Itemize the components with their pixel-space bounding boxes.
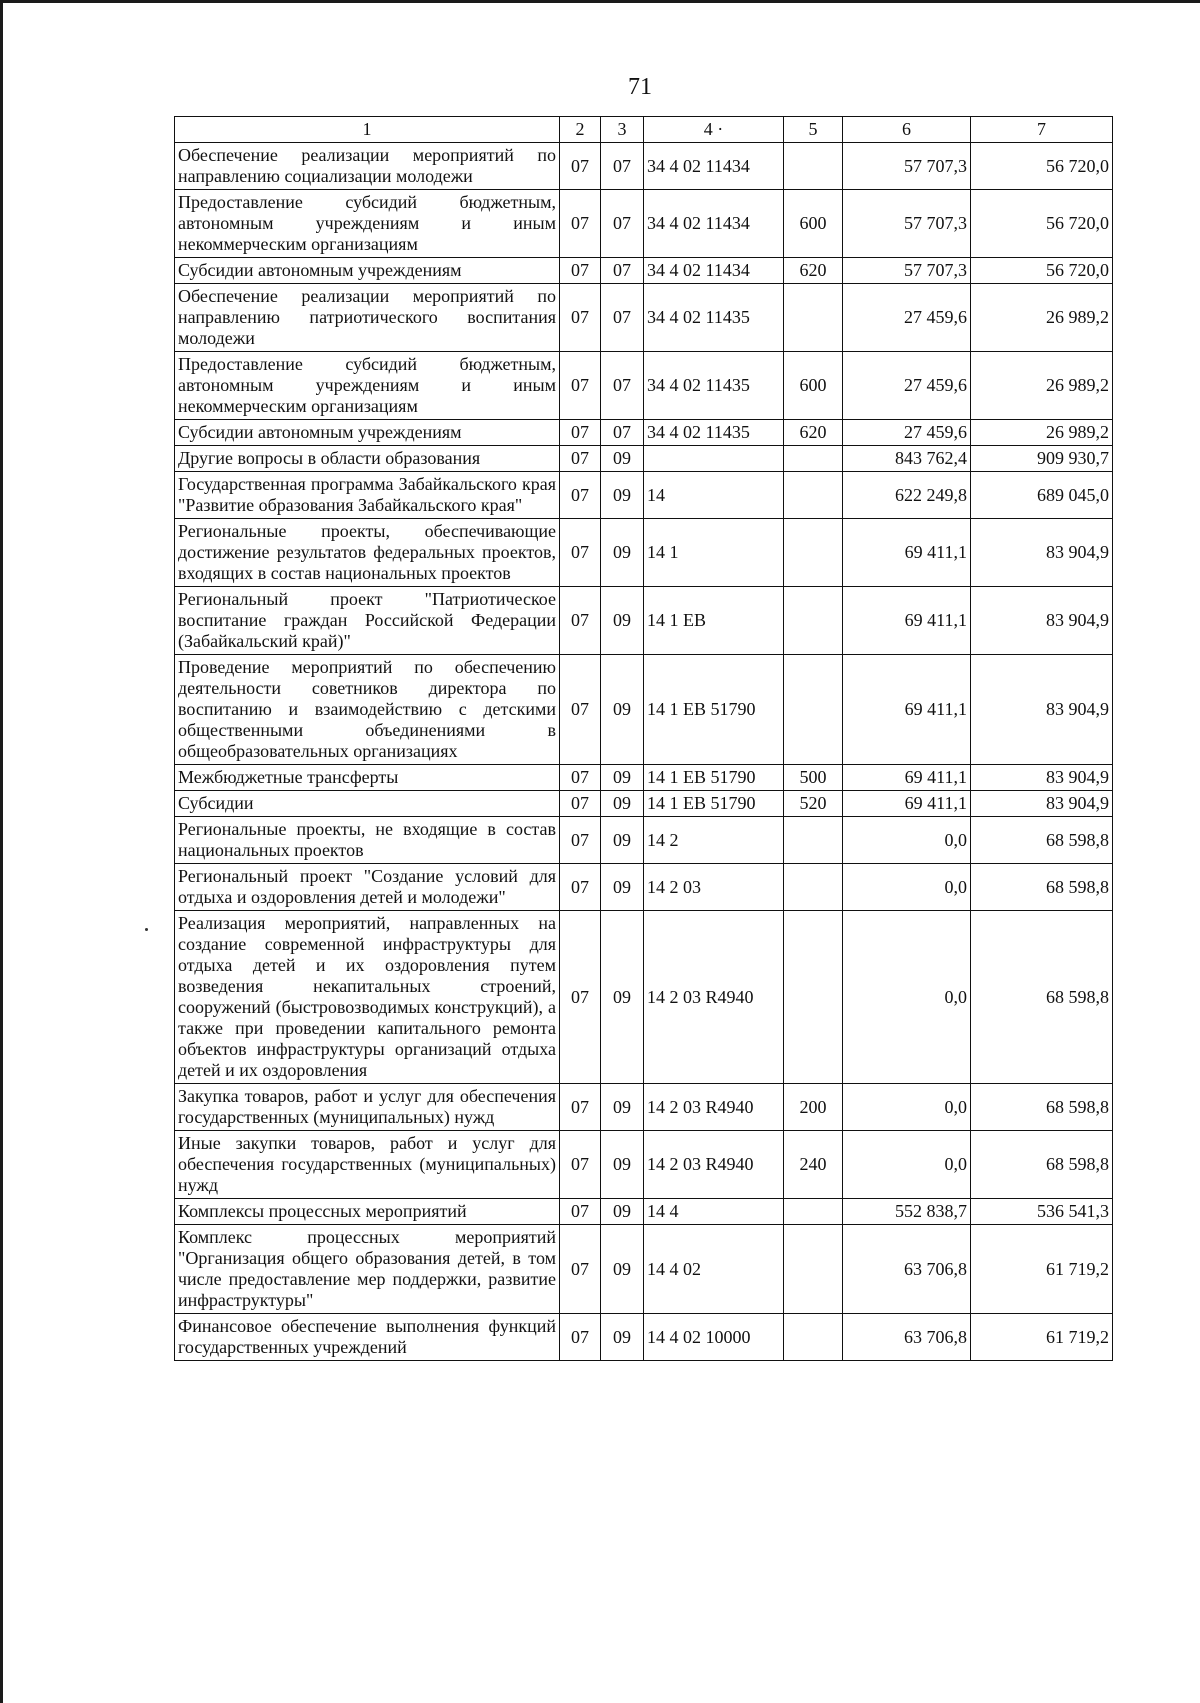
row-amount-1: 69 411,1: [843, 519, 971, 587]
row-target-code: [644, 446, 784, 472]
row-section: 07: [560, 258, 601, 284]
row-target-code: 14 4 02 10000: [644, 1314, 784, 1361]
row-amount-1: 0,0: [843, 817, 971, 864]
row-subsection: 09: [601, 587, 644, 655]
row-amount-2: 26 989,2: [971, 352, 1113, 420]
row-expense-type: 620: [784, 258, 843, 284]
row-section: 07: [560, 1314, 601, 1361]
row-section: 07: [560, 1199, 601, 1225]
row-section: 07: [560, 284, 601, 352]
row-expense-type: [784, 472, 843, 519]
row-name: Иные закупки товаров, работ и услуг для обеспечения государственных (муниципальных) нужд: [175, 1131, 560, 1199]
row-target-code: 34 4 02 11435: [644, 420, 784, 446]
row-amount-1: 552 838,7: [843, 1199, 971, 1225]
row-expense-type: [784, 817, 843, 864]
row-amount-1: 27 459,6: [843, 284, 971, 352]
row-amount-2: 83 904,9: [971, 587, 1113, 655]
row-section: 07: [560, 911, 601, 1084]
row-expense-type: [784, 446, 843, 472]
row-amount-1: 69 411,1: [843, 655, 971, 765]
budget-table: [174, 116, 1113, 1361]
row-subsection: 09: [601, 911, 644, 1084]
row-expense-type: 520: [784, 791, 843, 817]
row-subsection: 09: [601, 1199, 644, 1225]
row-section: 07: [560, 765, 601, 791]
row-target-code: 14 2 03 R4940: [644, 911, 784, 1084]
column-header-5: 5: [784, 117, 843, 143]
table-row: [175, 765, 1113, 791]
row-subsection: 09: [601, 1084, 644, 1131]
row-section: 07: [560, 791, 601, 817]
row-target-code: 14 1 EB 51790: [644, 791, 784, 817]
row-amount-1: 63 706,8: [843, 1225, 971, 1314]
row-subsection: 07: [601, 190, 644, 258]
row-subsection: 07: [601, 284, 644, 352]
row-section: 07: [560, 1131, 601, 1199]
table-row: [175, 420, 1113, 446]
row-name: Государственная программа Забайкальского края "Развитие образования Забайкальского края": [175, 472, 560, 519]
row-name: Региональные проекты, обеспечивающие достижение результатов федеральных проектов, входящих в состав национальных проектов: [175, 519, 560, 587]
row-name: Реализация мероприятий, направленных на создание современной инфраструктуры для отдыха детей и их оздоровления путем возведения некапитальных строений, сооружений (быстровозводимых конструкций), а также при проведении капитального ремонта объектов инфраструктуры организаций отдыха детей и их оздоровления: [175, 911, 560, 1084]
row-amount-1: 843 762,4: [843, 446, 971, 472]
column-header-6: 6: [843, 117, 971, 143]
row-subsection: 07: [601, 420, 644, 446]
row-amount-2: 83 904,9: [971, 519, 1113, 587]
table-row: [175, 1131, 1113, 1199]
table-row: [175, 655, 1113, 765]
row-expense-type: 600: [784, 190, 843, 258]
row-subsection: 09: [601, 446, 644, 472]
row-section: 07: [560, 587, 601, 655]
row-amount-2: 909 930,7: [971, 446, 1113, 472]
row-amount-1: 57 707,3: [843, 143, 971, 190]
row-amount-2: 68 598,8: [971, 817, 1113, 864]
row-target-code: 14 2 03 R4940: [644, 1131, 784, 1199]
table-row: [175, 791, 1113, 817]
row-name: Предоставление субсидий бюджетным, автономным учреждениям и иным некоммерческим организациям: [175, 190, 560, 258]
row-amount-2: 83 904,9: [971, 655, 1113, 765]
table-row: [175, 472, 1113, 519]
table-row: [175, 446, 1113, 472]
table-row: [175, 1225, 1113, 1314]
row-target-code: 14 1 EB 51790: [644, 765, 784, 791]
row-target-code: 14: [644, 472, 784, 519]
row-target-code: 14 2 03: [644, 864, 784, 911]
row-subsection: 07: [601, 143, 644, 190]
row-subsection: 09: [601, 472, 644, 519]
row-name: Другие вопросы в области образования: [175, 446, 560, 472]
row-name: Комплекс процессных мероприятий "Организация общего образования детей, в том числе предоставление мер поддержки, развитие инфраструктуры": [175, 1225, 560, 1314]
row-name: Закупка товаров, работ и услуг для обеспечения государственных (муниципальных) нужд: [175, 1084, 560, 1131]
row-expense-type: [784, 655, 843, 765]
row-amount-2: 56 720,0: [971, 143, 1113, 190]
scan-border-top: [0, 0, 1200, 3]
row-name: Обеспечение реализации мероприятий по направлению патриотического воспитания молодежи: [175, 284, 560, 352]
table-row: [175, 284, 1113, 352]
row-amount-2: 56 720,0: [971, 190, 1113, 258]
row-section: 07: [560, 817, 601, 864]
row-subsection: 09: [601, 1131, 644, 1199]
row-section: 07: [560, 190, 601, 258]
row-name: Комплексы процессных мероприятий: [175, 1199, 560, 1225]
row-target-code: 14 1 EB 51790: [644, 655, 784, 765]
table-row: [175, 587, 1113, 655]
column-header-7: 7: [971, 117, 1113, 143]
row-amount-1: 57 707,3: [843, 190, 971, 258]
row-section: 07: [560, 1225, 601, 1314]
row-section: 07: [560, 519, 601, 587]
row-expense-type: 200: [784, 1084, 843, 1131]
row-amount-2: 61 719,2: [971, 1314, 1113, 1361]
row-target-code: 34 4 02 11434: [644, 258, 784, 284]
table-row: [175, 817, 1113, 864]
row-target-code: 34 4 02 11435: [644, 352, 784, 420]
row-target-code: 34 4 02 11435: [644, 284, 784, 352]
table-row: [175, 258, 1113, 284]
row-expense-type: [784, 911, 843, 1084]
row-expense-type: 500: [784, 765, 843, 791]
row-amount-2: 83 904,9: [971, 765, 1113, 791]
row-amount-1: 0,0: [843, 911, 971, 1084]
row-subsection: 09: [601, 864, 644, 911]
row-target-code: 14 2: [644, 817, 784, 864]
row-subsection: 09: [601, 791, 644, 817]
row-subsection: 09: [601, 1314, 644, 1361]
table-row: [175, 1199, 1113, 1225]
row-name: Региональный проект "Создание условий для отдыха и оздоровления детей и молодежи": [175, 864, 560, 911]
row-amount-1: 0,0: [843, 1084, 971, 1131]
row-amount-1: 27 459,6: [843, 420, 971, 446]
row-amount-1: 69 411,1: [843, 791, 971, 817]
row-expense-type: [784, 143, 843, 190]
row-name: Субсидии: [175, 791, 560, 817]
row-expense-type: [784, 587, 843, 655]
row-amount-1: 27 459,6: [843, 352, 971, 420]
row-target-code: 14 1: [644, 519, 784, 587]
row-amount-1: 63 706,8: [843, 1314, 971, 1361]
page-number: 71: [628, 74, 652, 100]
row-target-code: 34 4 02 11434: [644, 190, 784, 258]
row-target-code: 14 1 EB: [644, 587, 784, 655]
row-section: 07: [560, 143, 601, 190]
row-target-code: 14 4: [644, 1199, 784, 1225]
row-subsection: 07: [601, 258, 644, 284]
row-name: Предоставление субсидий бюджетным, автономным учреждениям и иным некоммерческим организациям: [175, 352, 560, 420]
row-amount-1: 0,0: [843, 864, 971, 911]
row-amount-2: 83 904,9: [971, 791, 1113, 817]
row-amount-1: 69 411,1: [843, 765, 971, 791]
row-name: Обеспечение реализации мероприятий по направлению социализации молодежи: [175, 143, 560, 190]
row-expense-type: [784, 519, 843, 587]
column-header-3: 3: [601, 117, 644, 143]
table-row: [175, 519, 1113, 587]
row-name: Межбюджетные трансферты: [175, 765, 560, 791]
row-target-code: 34 4 02 11434: [644, 143, 784, 190]
row-name: Субсидии автономным учреждениям: [175, 258, 560, 284]
row-subsection: 09: [601, 519, 644, 587]
row-amount-1: 622 249,8: [843, 472, 971, 519]
row-section: 07: [560, 420, 601, 446]
row-expense-type: [784, 1199, 843, 1225]
scan-speck: [145, 928, 148, 931]
row-amount-2: 68 598,8: [971, 911, 1113, 1084]
row-expense-type: [784, 1314, 843, 1361]
row-amount-2: 536 541,3: [971, 1199, 1113, 1225]
row-amount-1: 57 707,3: [843, 258, 971, 284]
table-row: [175, 352, 1113, 420]
row-name: Региональный проект "Патриотическое воспитание граждан Российской Федерации (Забайкальский край)": [175, 587, 560, 655]
row-section: 07: [560, 446, 601, 472]
row-amount-2: 689 045,0: [971, 472, 1113, 519]
row-amount-2: 56 720,0: [971, 258, 1113, 284]
row-amount-2: 68 598,8: [971, 864, 1113, 911]
row-expense-type: 600: [784, 352, 843, 420]
row-section: 07: [560, 352, 601, 420]
column-header-2: 2: [560, 117, 601, 143]
row-amount-2: 26 989,2: [971, 420, 1113, 446]
row-subsection: 07: [601, 352, 644, 420]
row-expense-type: [784, 284, 843, 352]
column-header-1: 1: [175, 117, 560, 143]
row-amount-2: 68 598,8: [971, 1084, 1113, 1131]
row-name: Финансовое обеспечение выполнения функций государственных учреждений: [175, 1314, 560, 1361]
row-amount-2: 26 989,2: [971, 284, 1113, 352]
row-expense-type: 240: [784, 1131, 843, 1199]
row-amount-1: 69 411,1: [843, 587, 971, 655]
table-row: [175, 143, 1113, 190]
row-amount-2: 61 719,2: [971, 1225, 1113, 1314]
row-section: 07: [560, 864, 601, 911]
table-header-row: [175, 117, 1113, 143]
row-section: 07: [560, 472, 601, 519]
row-expense-type: 620: [784, 420, 843, 446]
row-name: Субсидии автономным учреждениям: [175, 420, 560, 446]
scan-border-left: [0, 0, 3, 1703]
row-name: Региональные проекты, не входящие в состав национальных проектов: [175, 817, 560, 864]
row-section: 07: [560, 1084, 601, 1131]
table-row: [175, 190, 1113, 258]
row-subsection: 09: [601, 765, 644, 791]
row-subsection: 09: [601, 1225, 644, 1314]
row-target-code: 14 2 03 R4940: [644, 1084, 784, 1131]
table-row: [175, 864, 1113, 911]
table-row: [175, 911, 1113, 1084]
row-amount-1: 0,0: [843, 1131, 971, 1199]
row-target-code: 14 4 02: [644, 1225, 784, 1314]
row-name: Проведение мероприятий по обеспечению деятельности советников директора по воспитанию и взаимодействию с детскими общественными объединениями в общеобразовательных организациях: [175, 655, 560, 765]
table-row: [175, 1084, 1113, 1131]
table-row: [175, 1314, 1113, 1361]
row-section: 07: [560, 655, 601, 765]
row-expense-type: [784, 864, 843, 911]
row-amount-2: 68 598,8: [971, 1131, 1113, 1199]
column-header-4: 4 ·: [644, 117, 784, 143]
row-subsection: 09: [601, 655, 644, 765]
row-expense-type: [784, 1225, 843, 1314]
row-subsection: 09: [601, 817, 644, 864]
